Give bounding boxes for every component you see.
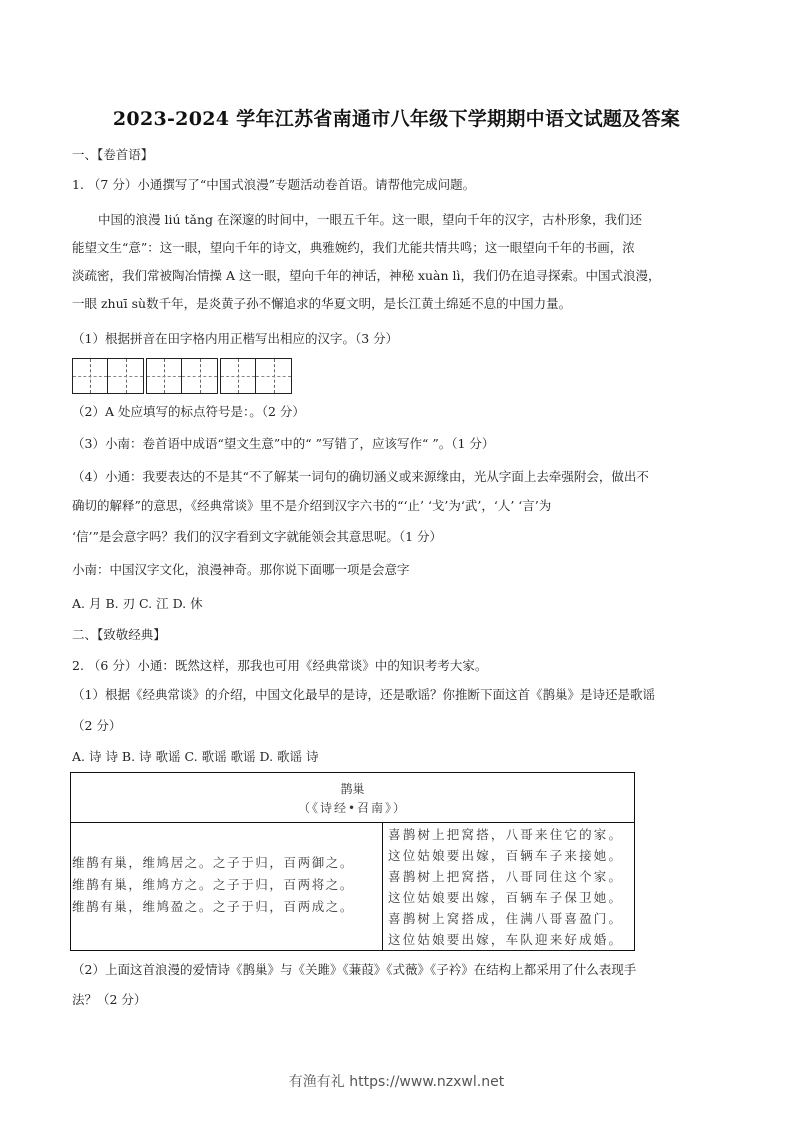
grid-cell[interactable] [147, 359, 182, 393]
poem-translation-line: 这位姑娘要出嫁，车队迎来好成婚。 [388, 932, 624, 947]
poem-translation-line: 喜鹊树上把窝搭，八哥来住它的家。 [388, 827, 624, 842]
xiaonan-prompt: 小南：中国汉字文化，浪漫神奇。那你说下面哪一项是会意字 [72, 562, 410, 577]
poem-original-cell [71, 822, 383, 950]
poem-translation-line: 喜鹊树上窝搭成，住满八哥喜盈门。 [388, 911, 624, 926]
grid-cell[interactable] [182, 359, 217, 393]
grid-cell[interactable] [221, 359, 256, 393]
question-1-sub-1: （1）根据拼音在田字格内用正楷写出相应的汉字。（3 分） [72, 331, 399, 346]
tianzige-writing-grid[interactable] [72, 358, 292, 394]
poem-title: 鹊巢 [340, 782, 365, 796]
question-1-sub-2: （2）A 处应填写的标点符号是：。（2 分） [72, 404, 305, 419]
question-2-sub-2-line: 法？（2 分） [72, 992, 147, 1007]
question-2-sub-1-line: （1）根据《经典常谈》的介绍，中国文化最早的是诗，还是歌谣？你推断下面这首《鹊巢》是诗还是歌谣 [72, 687, 655, 702]
question-1-intro: 1. （7 分）小通撰写了“中国式浪漫”专题活动卷首语。请帮他完成问题。 [72, 177, 476, 192]
question-2-sub-1-line: （2 分） [72, 718, 122, 733]
question-2-intro: 2. （6 分）小通：既然这样，那我也可用《经典常谈》中的知识考考大家。 [72, 658, 488, 673]
poem-source: （《诗经•召南》） [297, 801, 408, 815]
section-heading-2: 二、【致敬经典】 [72, 627, 166, 642]
poem-table [70, 772, 635, 951]
poem-original-line: 维鹊有巢，维鸠方之。之子于归，百两将之。 [72, 877, 355, 892]
question-2-sub-2-line: （2）上面这首浪漫的爱情诗《鹊巢》与《关雎》《蒹葭》《式薇》《子衿》在结构上都采用了什么表现手 [72, 962, 637, 977]
poem-translation-line: 这位姑娘要出嫁，百辆车子保卫她。 [388, 890, 624, 905]
poem-translation-cell [383, 822, 634, 950]
question-1-options: A. 月 B. 刃 C. 江 D. 休 [72, 596, 203, 611]
question-1-sub-3: （3）小南：卷首语中成语“望文生意”中的“ ”写错了，应该写作“ ”。（1 分） [72, 436, 495, 451]
passage-line: 中国的浪漫 liú tǎng 在深邃的时间中，一眼五千年。这一眼，望向千年的汉字，古朴形象，我们还 [98, 212, 642, 227]
grid-cell[interactable] [256, 359, 291, 393]
passage-line: 淡疏密，我们常被陶冶情操 A 这一眼，望向千年的神话，神秘 xuàn lì，我们仍在追寻探索。中国式浪漫， [72, 268, 661, 283]
poem-translation-line: 这位姑娘要出嫁，百辆车子来接她。 [388, 848, 624, 863]
watermark-footer: 有渔有礼 https://www.nzxwl.net [288, 1074, 505, 1090]
poem-translation-line: 喜鹊树上把窝搭，八哥同住这个家。 [388, 869, 624, 884]
grid-group-1[interactable] [72, 358, 144, 394]
grid-group-2[interactable] [146, 358, 218, 394]
poem-original-line: 维鹊有巢，维鸠居之。之子于归，百两御之。 [72, 855, 355, 870]
question-2-options: A. 诗 诗 B. 诗 歌谣 C. 歌谣 歌谣 D. 歌谣 诗 [72, 749, 319, 764]
question-1-sub-4-line: （4）小通：我要表达的不是其“不了解某一词句的确切涵义或来源缘由，光从字面上去牵强附会，做出不 [72, 469, 649, 484]
grid-cell[interactable] [108, 359, 143, 393]
poem-header [71, 773, 634, 823]
grid-cell[interactable] [73, 359, 108, 393]
document-title: 2023-2024 学年江苏省南通市八年级下学期期中语文试题及答案 [112, 108, 681, 130]
passage-line: 一眼 zhuī sù数千年，是炎黄子孙不懈追求的华夏文明，是长江黄土绵延不息的中国力量。 [72, 296, 572, 311]
question-1-sub-4-line: 确切的解释”的意思，《经典常谈》里不是介绍到汉字六书的“‘止’ ‘戈’为‘武’，‘人’ ‘言’为 [72, 498, 552, 513]
question-1-sub-4-line: ‘信’”是会意字吗？我们的汉字看到文字就能领会其意思呢。（1 分） [72, 529, 443, 544]
poem-original-line: 维鹊有巢，维鸠盈之。之子于归，百两成之。 [72, 899, 355, 914]
passage-line: 能望文生“意”：这一眼，望向千年的诗文，典雅婉约，我们尤能共情共鸣；这一眼望向千年的书画，浓 [72, 240, 635, 255]
section-heading-1: 一、【卷首语】 [72, 147, 154, 162]
grid-group-3[interactable] [220, 358, 292, 394]
